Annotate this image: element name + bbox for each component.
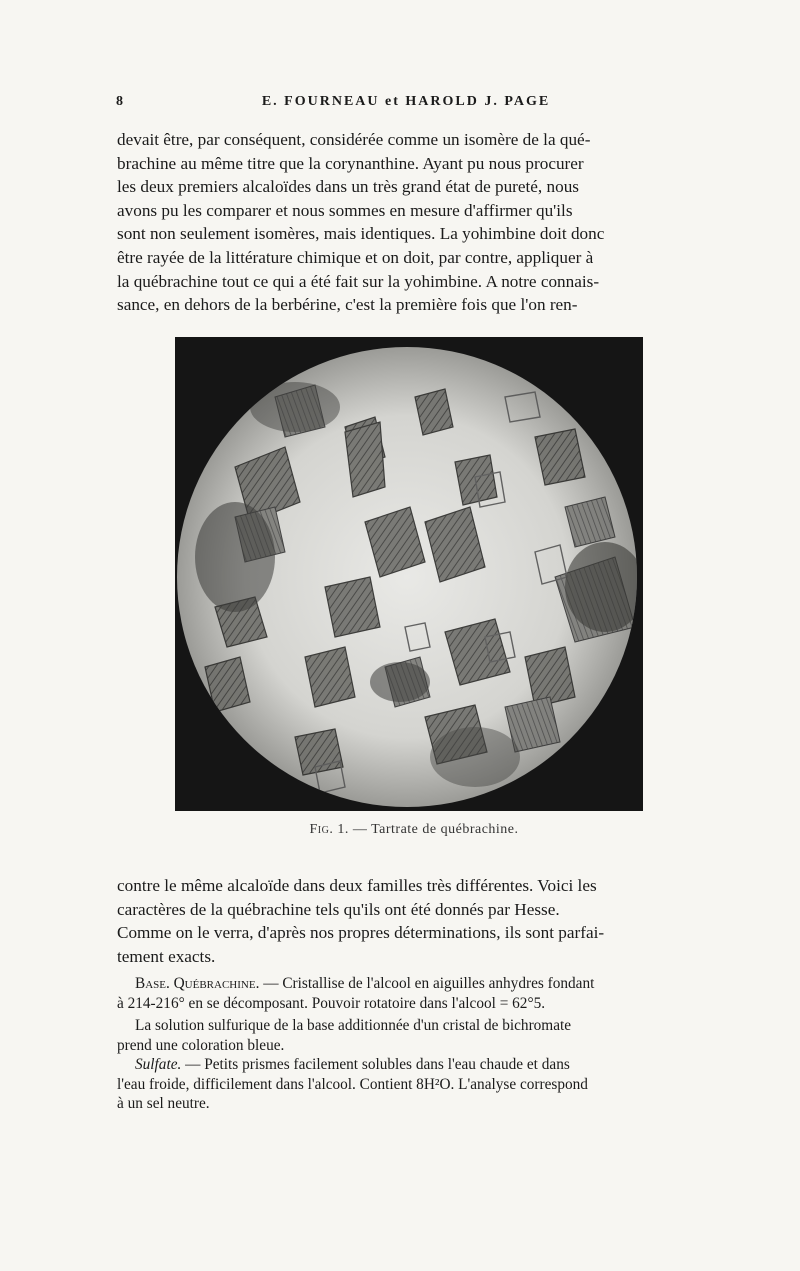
sulfate-label: Sulfate. (135, 1056, 182, 1073)
text-line: la québrachine tout ce qui a été fait sur la yohimbine. A notre connais- (117, 271, 600, 291)
text-line: La solution sulfurique de la base additionnée d'un cristal de bichromate (135, 1017, 572, 1034)
text-line: contre le même alcaloïde dans deux familles très différentes. Voici les (117, 876, 597, 895)
paragraph-2 (117, 874, 711, 968)
micrograph-figure (175, 337, 643, 811)
text-line: prend une coloration bleue. (117, 1036, 285, 1054)
text-line: à un sel neutre. (117, 1095, 210, 1112)
base-line-1: — Cristallise de l'alcool en aiguilles anhydres fondant (259, 975, 595, 992)
text-line (117, 974, 711, 994)
text-line: Comme on le verra, d'après nos propres déterminations, ils sont parfai- (117, 923, 605, 943)
text-line: sance, en dehors de la berbérine, c'est la première fois que l'on ren- (117, 295, 578, 315)
sulfate-description (117, 1055, 711, 1114)
text-line (117, 1055, 711, 1075)
running-head (116, 94, 710, 116)
crystal-micrograph-image (175, 337, 643, 811)
text-line: brachine au même titre que la corynanthine. Ayant pu nous procurer (117, 153, 584, 173)
text-line: l'eau froide, difficilement dans l'alcool. Contient 8H²O. L'analyse correspond (117, 1075, 588, 1093)
text-line: à 214-216° en se décomposant. Pouvoir rotatoire dans l'alcool = 62°5. (117, 994, 546, 1012)
figure-caption-text: — Tartrate de québrachine. (348, 822, 519, 837)
base-label: Base. Québrachine. (135, 975, 260, 992)
text-line: être rayée de la littérature chimique et on doit, par contre, appliquer à (117, 247, 594, 267)
page-number: 8 (116, 94, 125, 109)
text-line: sont non seulement isomères, mais identiques. La yohimbine doit donc (117, 224, 605, 244)
sulfate-line-1: — Petits prismes facilement solubles dans l'eau chaude et dans (181, 1056, 570, 1073)
header-title: E. FOURNEAU et HAROLD J. PAGE (261, 94, 551, 109)
paragraph-1 (117, 128, 711, 317)
text-line: caractères de la québrachine tels qu'ils ont été donnés par Hesse. (117, 899, 560, 919)
text-line: tement exacts. (117, 946, 216, 966)
base-solution-description (117, 1016, 711, 1055)
figure-label: Fig. 1. (309, 822, 349, 837)
base-description (117, 974, 711, 1013)
text-line: devait être, par conséquent, considérée comme un isomère de la qué- (117, 130, 591, 149)
figure-caption (117, 822, 711, 838)
text-line: avons pu les comparer et nous sommes en mesure d'affirmer qu'ils (117, 200, 573, 220)
text-line: les deux premiers alcaloïdes dans un très grand état de pureté, nous (117, 177, 579, 197)
